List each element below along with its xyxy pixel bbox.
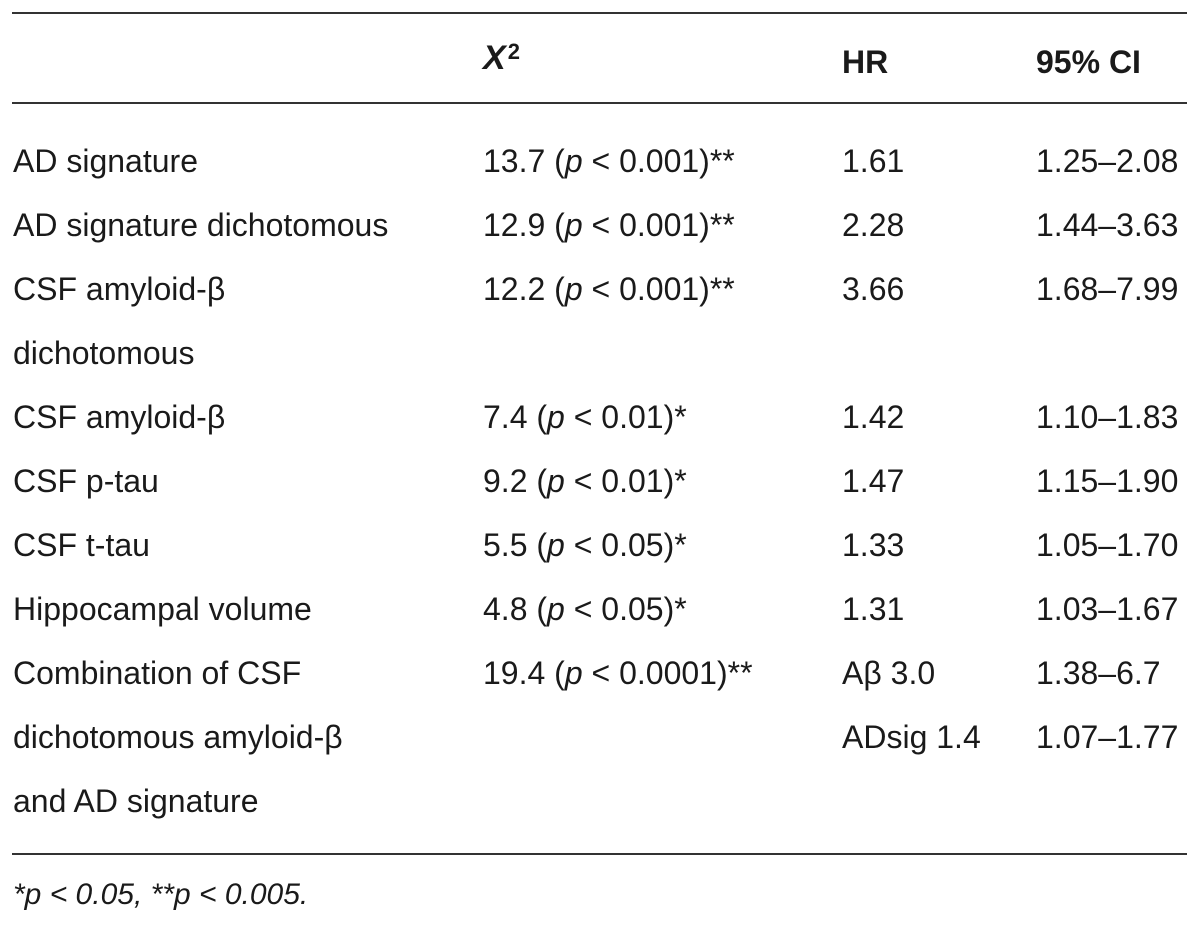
- row-hr: 1.31: [842, 591, 905, 627]
- row-label: CSF p-tau: [13, 463, 159, 499]
- row-label: AD signature: [13, 143, 198, 179]
- table-bottom-rule: [12, 853, 1187, 855]
- row-hr: 2.28: [842, 207, 905, 243]
- row-chi-square: 9.2 (p < 0.01)*: [483, 463, 687, 499]
- row-label: CSF amyloid-β: [13, 399, 226, 435]
- row-chi-square: 12.9 (p < 0.001)**: [483, 207, 735, 243]
- row-hr: 3.66: [842, 271, 905, 307]
- row-hr: 1.61: [842, 143, 905, 179]
- row-ci: 1.25–2.08: [1036, 143, 1179, 179]
- row-chi-square: 13.7 (p < 0.001)**: [483, 143, 735, 179]
- row-chi-square: 4.8 (p < 0.05)*: [483, 591, 687, 627]
- row-label: AD signature dichotomous: [13, 207, 389, 243]
- table-header-rule: [12, 102, 1187, 104]
- row-label-continued: dichotomous: [13, 335, 195, 371]
- row-ci: 1.05–1.70: [1036, 527, 1179, 563]
- row-chi-square: 5.5 (p < 0.05)*: [483, 527, 687, 563]
- header-chi-square: $X^2$: [483, 39, 520, 77]
- row-label-continued: and AD signature: [13, 783, 259, 819]
- row-ci: 1.68–7.99: [1036, 271, 1179, 307]
- row-label-continued: dichotomous amyloid-β: [13, 719, 343, 755]
- row-hr: 1.47: [842, 463, 905, 499]
- row-hr: 1.33: [842, 527, 905, 563]
- header-hr: HR: [842, 44, 889, 80]
- row-ci: 1.38–6.7: [1036, 655, 1161, 691]
- row-chi-square: 19.4 (p < 0.0001)**: [483, 655, 753, 691]
- row-chi-square: 7.4 (p < 0.01)*: [483, 399, 687, 435]
- row-ci: 1.10–1.83: [1036, 399, 1179, 435]
- row-hr-secondary: ADsig 1.4: [842, 719, 981, 755]
- row-label: CSF amyloid-β: [13, 271, 226, 307]
- table-footnote: *p < 0.05, **p < 0.005.: [13, 878, 309, 911]
- row-label: CSF t-tau: [13, 527, 150, 563]
- header-ci: 95% CI: [1036, 44, 1141, 80]
- row-ci: 1.15–1.90: [1036, 463, 1179, 499]
- row-ci: 1.44–3.63: [1036, 207, 1179, 243]
- row-label: Combination of CSF: [13, 655, 302, 691]
- row-ci: 1.03–1.67: [1036, 591, 1179, 627]
- row-chi-square: 12.2 (p < 0.001)**: [483, 271, 735, 307]
- table-top-rule: [12, 12, 1187, 14]
- row-hr: 1.42: [842, 399, 905, 435]
- row-hr: Aβ 3.0: [842, 655, 936, 691]
- row-label: Hippocampal volume: [13, 591, 312, 627]
- row-ci-secondary: 1.07–1.77: [1036, 719, 1179, 755]
